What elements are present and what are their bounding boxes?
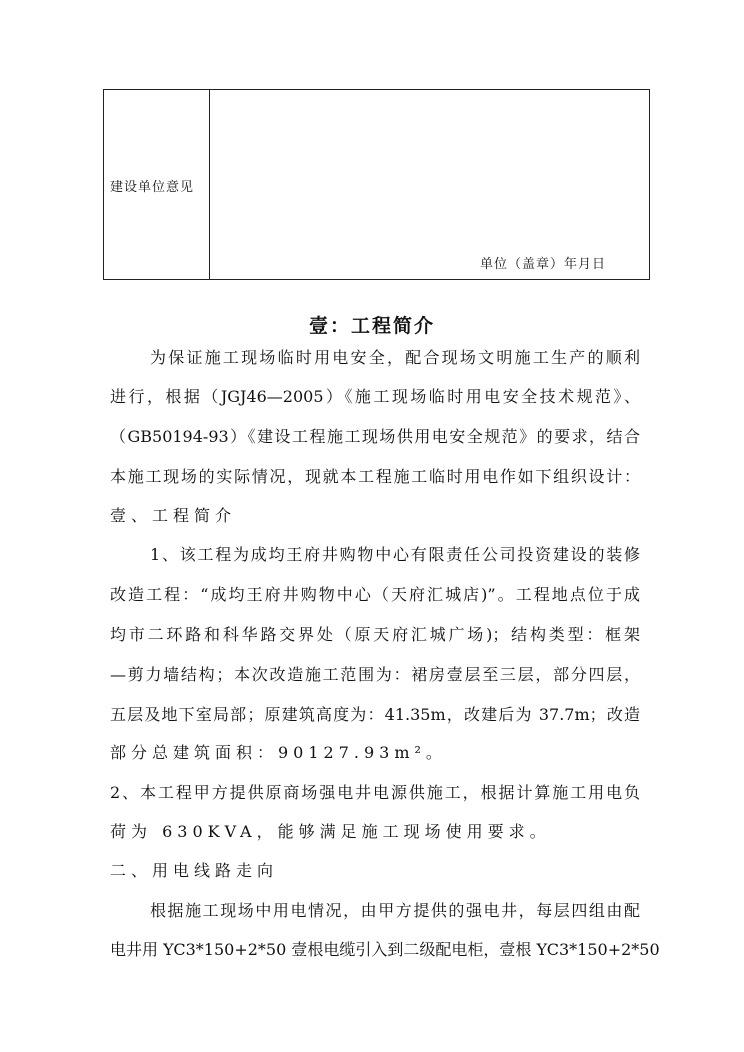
paragraph-line: 1、该工程为成均王府井购物中心有限责任公司投资建设的装修 [150,545,640,564]
section-heading: 壹、工程简介 [110,506,237,525]
opinion-table [103,89,650,280]
paragraph-line: 为保证施工现场临时用电安全，配合现场文明施工生产的顺利 [150,348,640,367]
paragraph-line: 五层及地下室局部；原建筑高度为：41.35m，改建后为 37.7m；改造 [110,705,640,724]
opinion-label: 建设单位意见 [110,180,195,195]
table-divider [209,90,210,279]
paragraph-line: 改造工程：“成均王府井购物中心（天府汇城店)”。工程地点位于成 [110,585,640,604]
paragraph-line: 电井用 YC3*150+2*50 壹根电缆引入到二级配电柜，壹根 YC3*150+2*50 [110,940,660,959]
seal-date-line: 单位（盖章）年月日 [480,257,607,272]
paragraph-line: —剪力墙结构；本次改造施工范围为：裙房壹层至三层，部分四层， [110,665,640,684]
paragraph-line: 进行，根据（JGJ46—2005）《施工现场临时用电安全技术规范》、 [110,387,640,406]
section-title: 壹：工程简介 [308,315,435,337]
paragraph-line: 根据施工现场中用电情况，由甲方提供的强电井，每层四组由配 [150,901,640,920]
paragraph-line: 均市二环路和科华路交界处（原天府汇城广场)；结构类型：框架 [110,625,640,644]
paragraph-line: 荷为 630KVA，能够满足施工现场使用要求。 [110,822,551,841]
paragraph-line: 部分总建筑面积：90127.93m²。 [110,743,447,762]
section-heading: 二、用电线路走向 [110,861,279,880]
paragraph-line: 2、本工程甲方提供原商场强电井电源供施工，根据计算施工用电负 [110,783,640,802]
paragraph-line: 本施工现场的实际情况，现就本工程施工临时用电作如下组织设计： [110,467,640,486]
paragraph-line: （GB50194-93）《建设工程施工现场供用电安全规范》的要求，结合 [110,427,640,446]
